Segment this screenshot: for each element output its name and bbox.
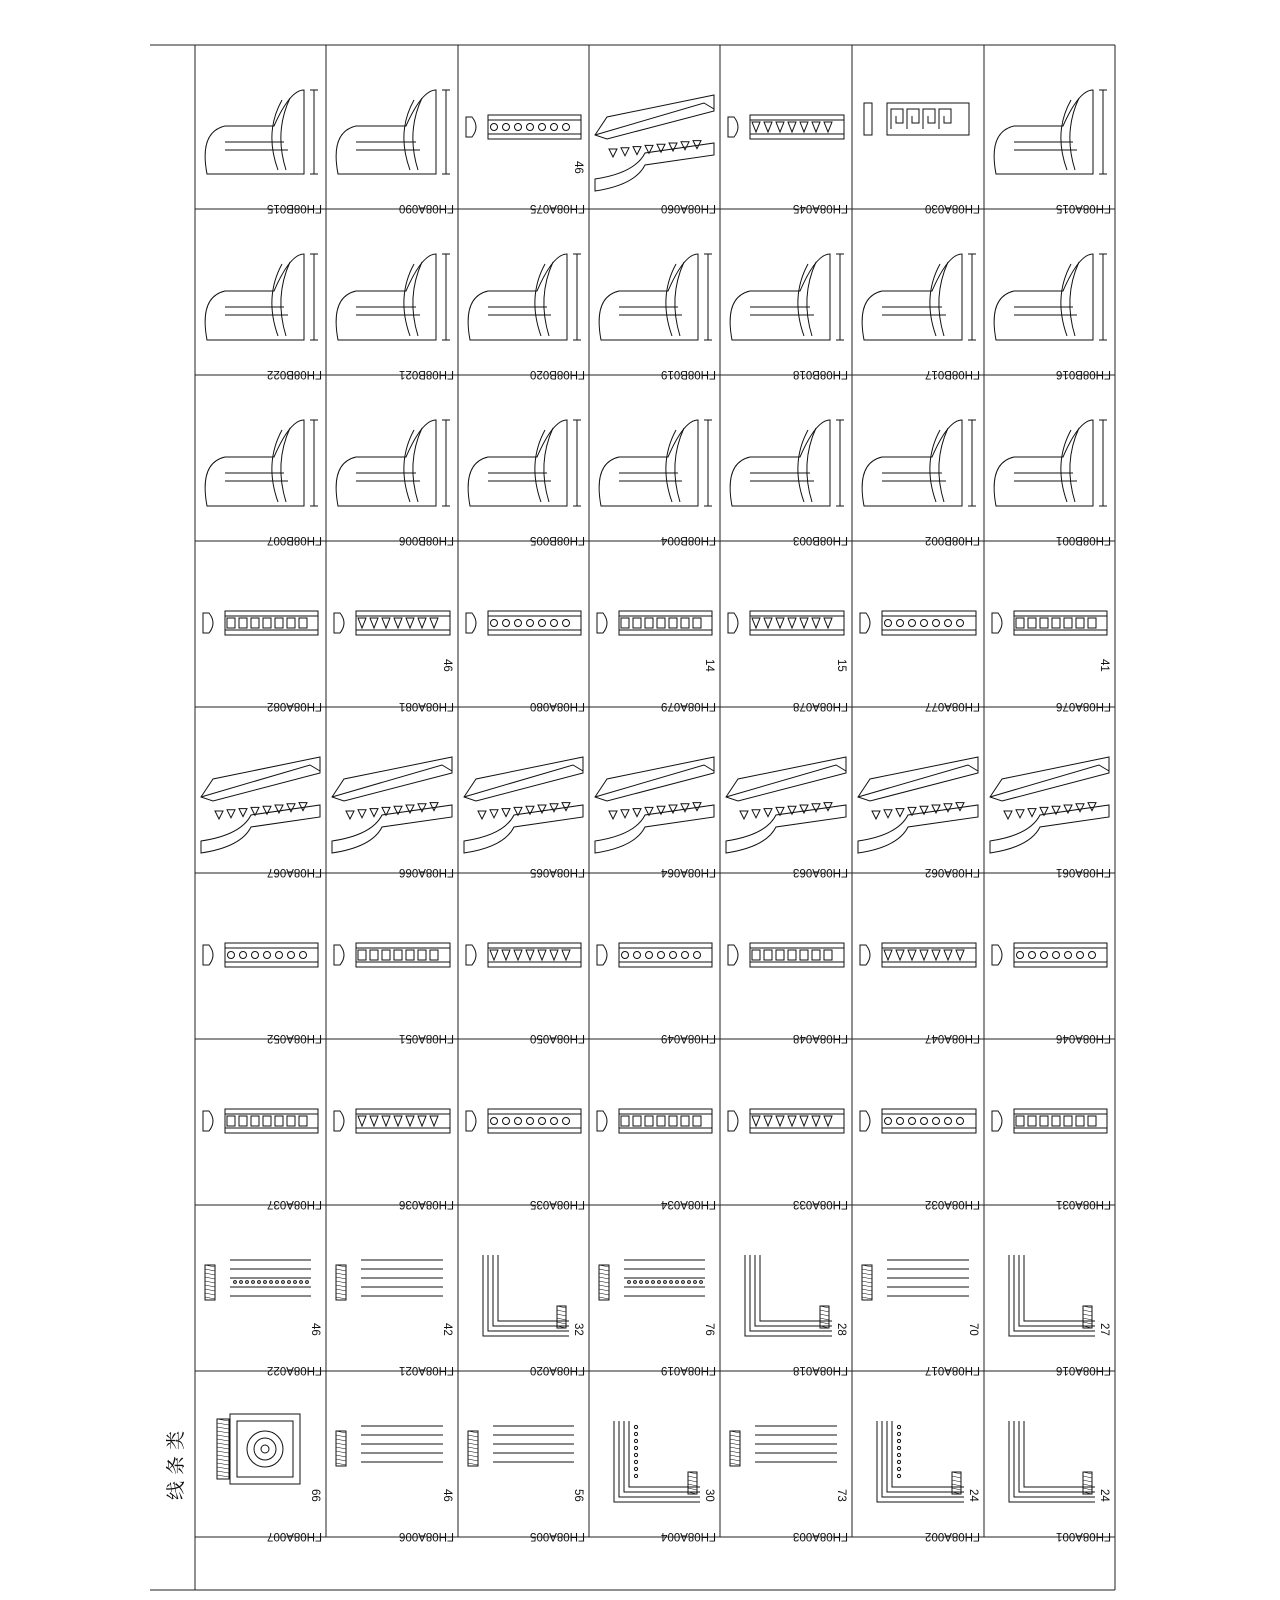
dimension-value: 73: [835, 1489, 847, 1502]
catalog-cell: [994, 254, 1111, 380]
dimension-value: 32: [572, 1323, 584, 1336]
part-code-label: FH08B002: [925, 534, 980, 546]
side-title-box: [165, 1431, 187, 1500]
part-code-label: FH08A006: [399, 1530, 454, 1542]
catalog-cell: [334, 943, 454, 1044]
profile-outline: [994, 90, 1093, 174]
section-profile: [688, 1472, 697, 1494]
corner-frame-line: [483, 1255, 569, 1336]
part-code-label: FH08A031: [1056, 1198, 1111, 1210]
catalog-cell: [728, 611, 848, 712]
dimension-value: 41: [1098, 659, 1110, 672]
part-code-label: FH08B006: [399, 534, 454, 546]
part-code-label: FH08A048: [793, 1032, 848, 1044]
part-code-label: FH08A001: [1056, 1530, 1111, 1542]
catalog-cell: [862, 1260, 980, 1376]
rosette-block: [230, 1414, 300, 1484]
profile-section: [466, 945, 476, 965]
angled-molding-base: [858, 805, 978, 853]
profile-section: [597, 613, 607, 633]
part-code-label: FH08A076: [1056, 700, 1111, 712]
part-code-label: FH08B017: [925, 368, 980, 380]
catalog-cell: [728, 943, 848, 1044]
part-code-label: FH08A017: [925, 1364, 980, 1376]
angled-molding: [990, 757, 1109, 801]
profile-section: [466, 613, 476, 633]
ornament-band: [488, 943, 581, 967]
section-profile: [557, 1306, 566, 1328]
profile-outline: [994, 254, 1093, 340]
catalog-cell: [597, 611, 716, 712]
profile-section: [728, 945, 738, 965]
corner-frame-line: [1024, 1421, 1095, 1487]
sheet-frame: [150, 45, 1115, 1590]
dimension-value: 42: [441, 1323, 453, 1336]
part-code-label: FH08B019: [661, 368, 716, 380]
corner-frame-line: [614, 1421, 700, 1502]
part-code-label: FH08B015: [267, 202, 322, 214]
catalog-cell: [468, 254, 585, 380]
catalog-cell: [201, 757, 322, 878]
profile-section: [860, 945, 870, 965]
part-code-label: FH08A004: [661, 1530, 716, 1542]
angled-molding-base: [464, 805, 583, 853]
profile-outline: [862, 254, 962, 340]
corner-frame-line: [1009, 1255, 1095, 1336]
profile-section: [203, 1111, 213, 1131]
catalog-cell: [332, 757, 454, 878]
part-code-label: FH08A077: [925, 700, 980, 712]
catalog-cell: [730, 420, 848, 546]
catalog-cell: [217, 1414, 322, 1542]
angled-molding-base: [990, 805, 1109, 853]
catalog-cell: [203, 943, 322, 1044]
catalog-cell: [726, 757, 848, 878]
catalog-cell: [466, 611, 585, 712]
dimension-value: 15: [835, 659, 847, 672]
catalog-cell: [466, 1109, 585, 1210]
dimension-value: 46: [309, 1323, 321, 1336]
part-code-label: FH08B004: [661, 534, 716, 546]
part-code-label: FH08A020: [530, 1364, 585, 1376]
part-code-label: FH08A037: [267, 1198, 322, 1210]
part-code-label: FH08A016: [1056, 1364, 1111, 1376]
corner-frame-line: [629, 1421, 700, 1487]
catalog-cell: [858, 757, 980, 878]
part-code-label: FH08A064: [661, 866, 716, 878]
part-code-label: FH08A051: [399, 1032, 454, 1044]
catalog-cell: [1009, 1255, 1111, 1376]
profile-section: [466, 117, 476, 137]
part-code-label: FH08A065: [530, 866, 585, 878]
catalog-cell: [860, 1109, 980, 1210]
part-code-label: FH08A032: [925, 1198, 980, 1210]
catalog-cell: [994, 420, 1111, 546]
catalog-cell: [599, 1260, 716, 1376]
profile-outline: [468, 254, 567, 340]
angled-molding-base: [332, 805, 452, 853]
part-code-label: FH08A005: [530, 1530, 585, 1542]
catalog-cell: [728, 115, 848, 214]
part-code-label: FH08A079: [661, 700, 716, 712]
side-title: 线 条 类: [165, 1430, 187, 1500]
part-code-label: FH08B021: [399, 368, 454, 380]
profile-outline: [336, 254, 436, 340]
profile-section: [728, 117, 738, 137]
catalog-cell: [1009, 1421, 1111, 1542]
dimension-value: 30: [703, 1489, 715, 1502]
part-code-label: FH08B005: [530, 534, 585, 546]
profile-outline: [336, 90, 436, 174]
catalog-cell: [466, 115, 585, 214]
profile-section: [860, 613, 870, 633]
corner-frame-line: [493, 1255, 569, 1326]
profile-outline: [599, 254, 698, 340]
dimension-value: 46: [572, 161, 584, 174]
section-profile: [1083, 1472, 1092, 1494]
catalog-cell: [464, 757, 585, 878]
part-code-label: FH08A022: [267, 1364, 322, 1376]
profile-section: [728, 1111, 738, 1131]
corner-frame-line: [760, 1255, 832, 1321]
part-code-label: FH08A063: [793, 866, 848, 878]
part-code-label: FH08A007: [267, 1530, 322, 1542]
catalog-cell: [728, 1109, 848, 1210]
profile-outline: [468, 420, 567, 506]
corner-frame-line: [1019, 1255, 1095, 1326]
angled-molding-base: [595, 143, 714, 191]
angled-molding: [332, 757, 452, 801]
part-code-label: FH08A030: [925, 202, 980, 214]
catalog-cell: [994, 90, 1111, 214]
part-code-label: FH08B020: [530, 368, 585, 380]
angled-molding: [858, 757, 978, 801]
catalog-cell: [864, 103, 980, 214]
part-code-label: FH08B001: [1056, 534, 1111, 546]
dimension-value: 24: [967, 1489, 979, 1502]
part-code-label: FH08A061: [1056, 866, 1111, 878]
ornament-band: [619, 943, 712, 967]
profile-section: [992, 945, 1002, 965]
catalog-cell: [597, 1109, 716, 1210]
catalog-cell: [599, 420, 716, 546]
catalog-cell: [205, 90, 322, 214]
part-code-label: FH08A080: [530, 700, 585, 712]
catalog-cell: [595, 757, 716, 878]
angled-molding: [595, 95, 714, 139]
ornament-band: [488, 115, 581, 139]
part-code-label: FH08A046: [1056, 1032, 1111, 1044]
ornament-band: [488, 611, 581, 635]
dimension-value: 56: [572, 1489, 584, 1502]
part-code-label: FH08A062: [925, 866, 980, 878]
profile-section: [203, 613, 213, 633]
part-code-label: FH08B022: [267, 368, 322, 380]
dimension-value: 46: [441, 659, 453, 672]
section-profile: [820, 1306, 829, 1328]
corner-frame-line: [892, 1421, 964, 1487]
part-code-label: FH08A033: [793, 1198, 848, 1210]
profile-outline: [862, 420, 962, 506]
catalog-cell: [203, 611, 322, 712]
part-code-label: FH08A015: [1056, 202, 1111, 214]
catalog-cell: [336, 1260, 454, 1376]
profile-outline: [994, 420, 1093, 506]
ornament-band: [225, 943, 318, 967]
rosette: [247, 1431, 283, 1467]
profile-section: [597, 945, 607, 965]
part-code-label: FH08A045: [793, 202, 848, 214]
catalog-cell: [468, 420, 585, 546]
profile-outline: [730, 254, 830, 340]
profile-section: [860, 1111, 870, 1131]
part-code-label: FH08A060: [661, 202, 716, 214]
catalog-cell: [599, 254, 716, 380]
catalog-cell: [860, 611, 980, 712]
part-code-label: FH08A049: [661, 1032, 716, 1044]
angled-molding: [595, 757, 714, 801]
corner-frame-line: [877, 1421, 964, 1502]
part-code-label: FH08A090: [399, 202, 454, 214]
dimension-value: 27: [1098, 1323, 1110, 1336]
dimension-value: 14: [703, 659, 715, 672]
catalog-cell: [730, 1426, 848, 1542]
part-code-label: FH08A019: [661, 1364, 716, 1376]
part-code-label: FH08A018: [793, 1364, 848, 1376]
profile-outline: [336, 420, 436, 506]
profile-section: [992, 1111, 1002, 1131]
catalog-cell: [614, 1421, 716, 1542]
corner-frame-line: [1019, 1421, 1095, 1492]
catalog-cell: [336, 254, 454, 380]
dimension-value: 76: [703, 1323, 715, 1336]
catalog-cell: [730, 254, 848, 380]
dimension-value: 46: [441, 1489, 453, 1502]
part-code-label: FH08A047: [925, 1032, 980, 1044]
section-profile: [1083, 1306, 1092, 1328]
catalog-cell: [336, 1426, 454, 1542]
profile-section: [597, 1111, 607, 1131]
part-code-label: FH08A081: [399, 700, 454, 712]
profile-section: [992, 613, 1002, 633]
section-profile: [952, 1472, 961, 1494]
catalog-cell: [205, 254, 322, 380]
profile-section: [728, 613, 738, 633]
part-code-label: FH08A034: [661, 1198, 716, 1210]
angled-molding: [726, 757, 846, 801]
dimension-value: 28: [835, 1323, 847, 1336]
part-code-label: FH08A075: [530, 202, 585, 214]
ornament-band: [1014, 943, 1107, 967]
part-code-label: FH08A050: [530, 1032, 585, 1044]
part-code-label: FH08A021: [399, 1364, 454, 1376]
catalog-cell: [992, 943, 1111, 1044]
catalog-cell: [860, 943, 980, 1044]
catalog-cell: [203, 1109, 322, 1210]
part-code-label: FH08A035: [530, 1198, 585, 1210]
dimension-value: 70: [967, 1323, 979, 1336]
catalog-cell: [595, 95, 716, 214]
catalog-cell: [205, 1260, 322, 1376]
catalog-cell: [862, 420, 980, 546]
molding-catalog-grid: [201, 90, 1111, 1542]
catalog-cell: [334, 1109, 454, 1210]
catalog-cell: [336, 420, 454, 546]
catalog-cell: [877, 1421, 980, 1542]
angled-molding: [201, 757, 320, 801]
part-code-label: FH08B016: [1056, 368, 1111, 380]
catalog-cell: [597, 943, 716, 1044]
dimension-value: 24: [1098, 1489, 1110, 1502]
part-code-label: FH08A052: [267, 1032, 322, 1044]
corner-frame-line: [1024, 1255, 1095, 1321]
angled-molding-base: [595, 805, 714, 853]
profile-outline: [205, 420, 304, 506]
catalog-cell: [992, 1109, 1111, 1210]
part-code-label: FH08A078: [793, 700, 848, 712]
angled-molding: [464, 757, 583, 801]
part-code-label: FH08A002: [925, 1530, 980, 1542]
part-code-label: FH08B018: [793, 368, 848, 380]
profile-section: [334, 945, 344, 965]
part-code-label: FH08A082: [267, 700, 322, 712]
ornament-band: [488, 1109, 581, 1133]
part-code-label: FH08B007: [267, 534, 322, 546]
profile-section: [466, 1111, 476, 1131]
catalog-cell: [483, 1255, 585, 1376]
catalog-cell: [336, 90, 454, 214]
part-code-label: FH08A067: [267, 866, 322, 878]
catalog-cell: [466, 943, 585, 1044]
part-code-label: FH08A003: [793, 1530, 848, 1542]
angled-molding-base: [726, 805, 846, 853]
catalog-cell: [992, 611, 1111, 712]
profile-section: [334, 1111, 344, 1131]
catalog-cell: [862, 254, 980, 380]
profile-outline: [205, 90, 304, 174]
profile-section: [203, 945, 213, 965]
catalog-cell: [745, 1255, 848, 1376]
part-code-label: FH08A036: [399, 1198, 454, 1210]
catalog-cell: [205, 420, 322, 546]
profile-outline: [730, 420, 830, 506]
part-code-label: FH08B003: [793, 534, 848, 546]
catalog-cell: [468, 1426, 585, 1542]
part-code-label: FH08A066: [399, 866, 454, 878]
profile-outline: [205, 254, 304, 340]
corner-frame-line: [745, 1255, 832, 1336]
catalog-cell: [990, 757, 1111, 878]
corner-frame-line: [498, 1255, 569, 1321]
dimension-value: 66: [309, 1489, 321, 1502]
angled-molding-base: [201, 805, 320, 853]
profile-outline: [599, 420, 698, 506]
catalog-cell: [334, 611, 454, 712]
profile-section: [334, 613, 344, 633]
corner-frame-line: [1009, 1421, 1095, 1502]
